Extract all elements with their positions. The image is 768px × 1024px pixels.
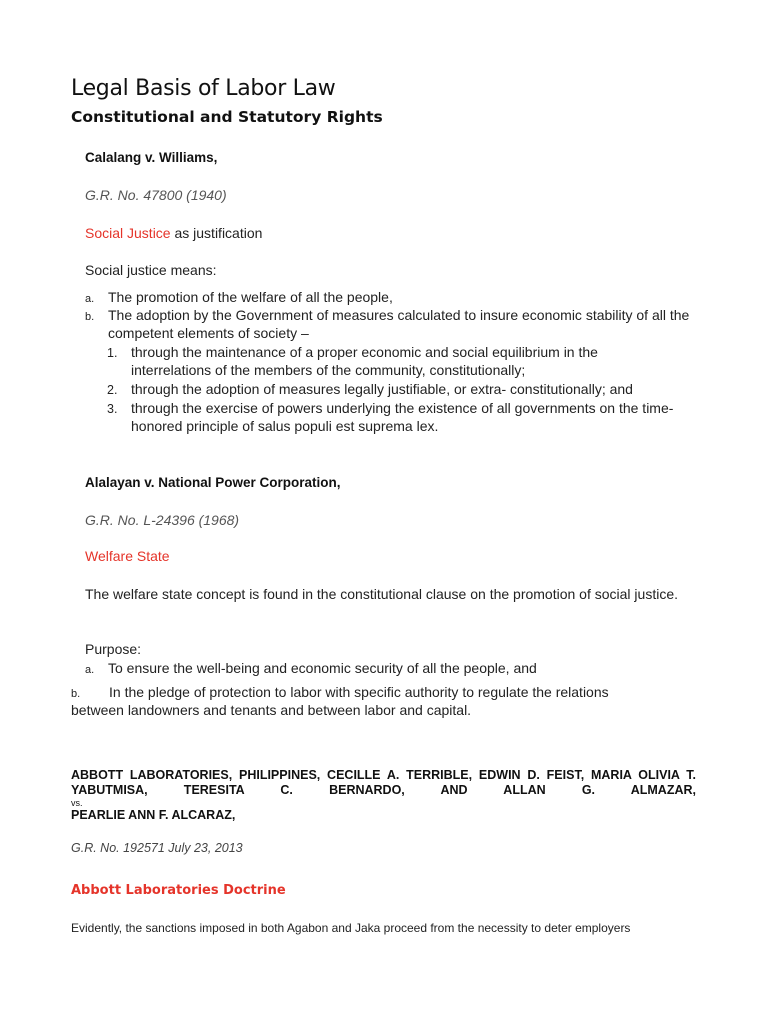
doctrine-heading: Abbott Laboratories Doctrine bbox=[71, 883, 286, 898]
topic-rest: as justification bbox=[170, 225, 263, 241]
purpose-label: Purpose: bbox=[85, 641, 142, 657]
sub-list-item-text: through the maintenance of a proper economic and social equilibrium in the interrelations of the members of the community, constitutionally; bbox=[131, 344, 598, 378]
list-marker: a. bbox=[85, 293, 95, 305]
list-item-text: To ensure the well-being and economic security of all the people, and bbox=[108, 660, 537, 676]
case-gr-number: G.R. No. L-24396 (1968) bbox=[85, 512, 240, 528]
case-gr-number: G.R. No. 47800 (1940) bbox=[85, 187, 227, 203]
case-title-alalayan: Alalayan v. National Power Corporation, bbox=[85, 475, 341, 490]
list-marker: b. bbox=[85, 311, 95, 323]
list-marker: b. bbox=[71, 688, 81, 700]
parties-line: YABUTMISA, TERESITA C. BERNARDO, AND ALLAN G. ALMAZAR, bbox=[71, 783, 696, 797]
sub-list-item bbox=[107, 399, 687, 435]
sub-list-item bbox=[107, 343, 687, 379]
list-item-text: In the pledge of protection to labor with specific authority to regulate the relations bbox=[109, 684, 609, 700]
case-gr-number: G.R. No. 192571 July 23, 2013 bbox=[71, 841, 243, 855]
sub-list-item-text: through the adoption of measures legally justifiable, or extra- constitutionally; and bbox=[131, 381, 633, 397]
page-title: Legal Basis of Labor Law bbox=[71, 76, 336, 101]
sub-list-marker: 1. bbox=[107, 346, 118, 360]
parties-line: ABBOTT LABORATORIES, PHILIPPINES, CECILLE A. TERRIBLE, EDWIN D. FEIST, MARIA OLIVIA T. bbox=[71, 768, 696, 782]
sub-list-item-text: through the exercise of powers underlying the existence of all governments on the time-honored principle of salus populi est suprema lex. bbox=[131, 400, 674, 434]
list-item bbox=[85, 306, 710, 342]
definition-intro: Social justice means: bbox=[85, 262, 217, 278]
list-item-text: The adoption by the Government of measures calculated to insure economic stability of all the competent elements of society – bbox=[108, 307, 690, 341]
case-topic: Welfare State bbox=[85, 548, 170, 564]
respondent-name: PEARLIE ANN F. ALCARAZ, bbox=[71, 808, 236, 822]
versus-label: vs. bbox=[71, 798, 83, 808]
list-item-continuation: between landowners and tenants and between labor and capital. bbox=[71, 702, 472, 718]
case-parties bbox=[71, 768, 696, 823]
topic-highlight: Social Justice bbox=[85, 225, 171, 241]
paragraph: Evidently, the sanctions imposed in both Agabon and Jaka proceed from the necessity to deter employers bbox=[71, 921, 631, 935]
page-subtitle: Constitutional and Statutory Rights bbox=[71, 108, 383, 126]
paragraph: The welfare state concept is found in the constitutional clause on the promotion of social justice. bbox=[85, 586, 679, 602]
sub-list-item bbox=[107, 380, 687, 398]
list-item-text: The promotion of the welfare of all the people, bbox=[108, 289, 393, 305]
list-marker: a. bbox=[85, 664, 95, 676]
sub-list-marker: 3. bbox=[107, 402, 118, 416]
case-topic bbox=[85, 225, 262, 241]
sub-list-marker: 2. bbox=[107, 383, 118, 397]
case-title-calalang: Calalang v. Williams, bbox=[85, 150, 218, 165]
